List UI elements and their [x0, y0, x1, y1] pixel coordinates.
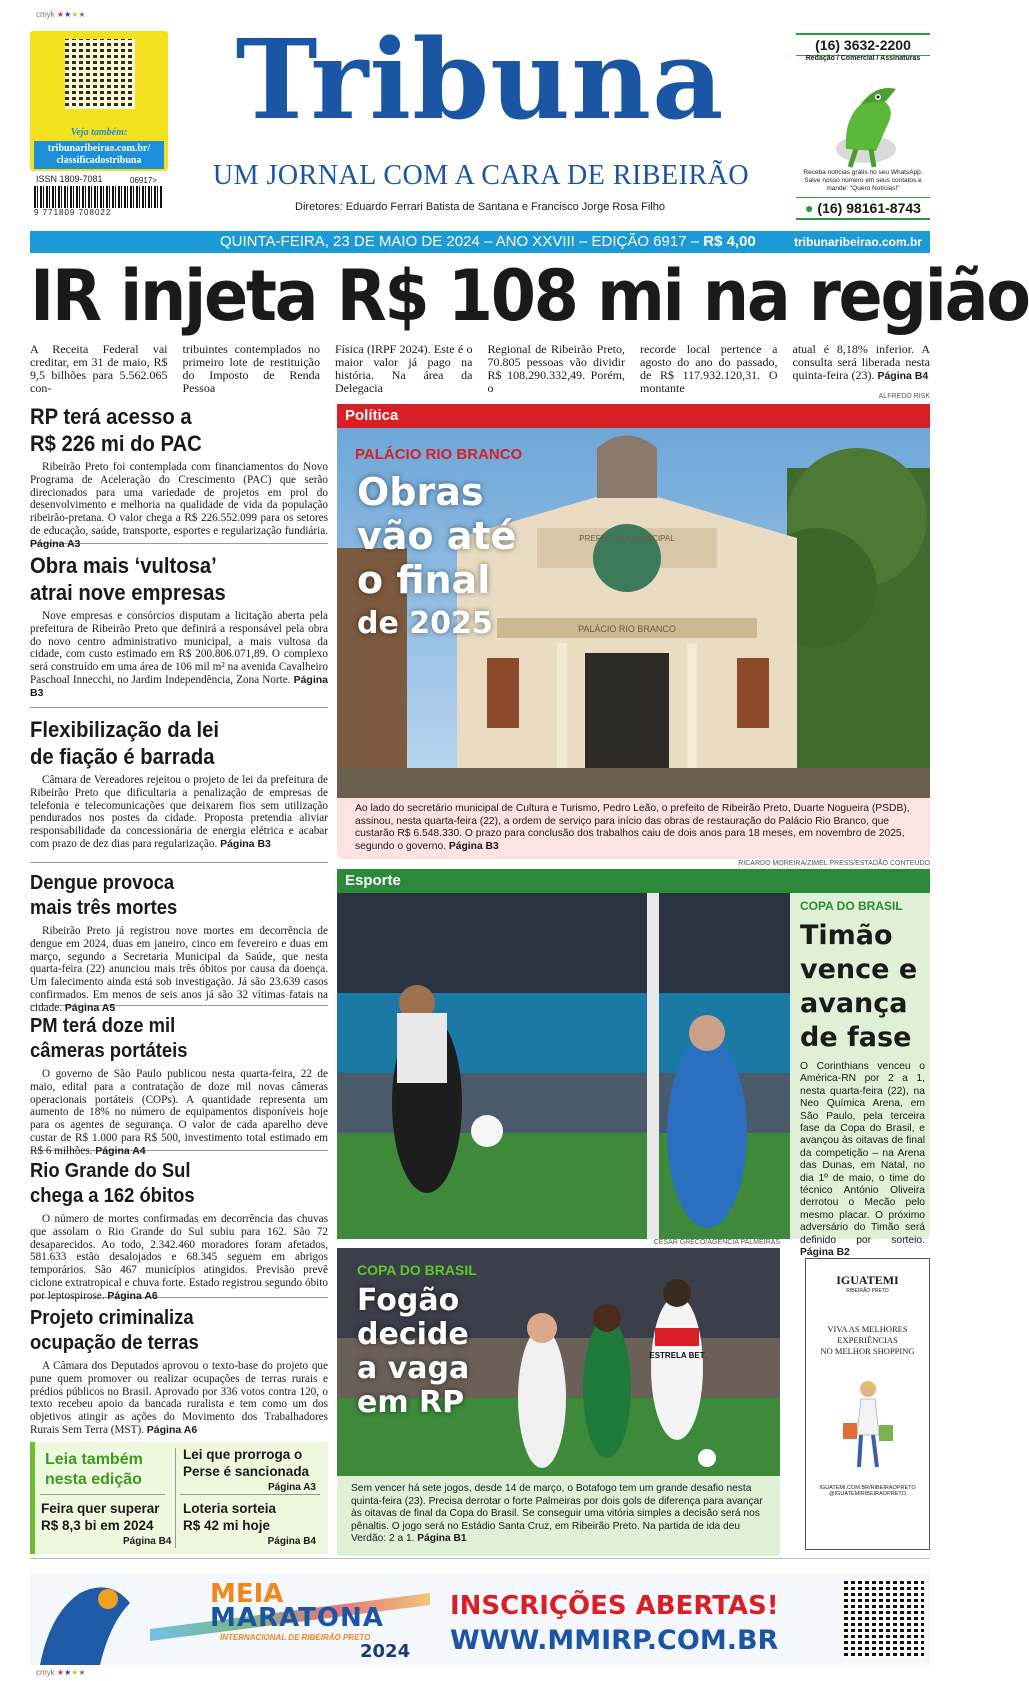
lead-text: tribuintes contemplados no primeiro lote de restituição do Imposto de Renda Pessoa [182, 342, 320, 395]
story-title [30, 1159, 304, 1209]
leia-title-line: nesta edição [45, 1471, 142, 1488]
story-mst[interactable] [30, 1304, 328, 1440]
esporte-story [800, 899, 925, 1260]
politica-headline[interactable] [357, 470, 516, 646]
cmyk-label: cmyk [36, 10, 55, 19]
left-column [30, 401, 328, 1446]
story-title-line: Obra mais ‘vultosa’ [30, 553, 217, 578]
story-pm[interactable] [30, 1012, 328, 1157]
directors: Diretores: Eduardo Ferrari Batista de Santana e Francisco Jorge Rosa Filho [295, 201, 665, 213]
headline-line: de 2025 [357, 606, 493, 641]
politica-caption [351, 800, 917, 856]
story-body [30, 1068, 328, 1158]
building-sign: PALÁCIO RIO BRANCO [578, 624, 676, 634]
story-obra[interactable] [30, 550, 328, 708]
story-title-line: atrai nove empresas [30, 580, 226, 605]
story-body [30, 610, 328, 700]
headline-line: avança [800, 988, 908, 1019]
headline-line: decide [357, 1317, 469, 1352]
ad-text-line: VIVA AS MELHORES [827, 1324, 908, 1334]
building-sign: PREFEITURA MUNICIPAL [579, 534, 675, 543]
leia-divider [175, 1448, 176, 1548]
fogao-kicker: COPA DO BRASIL [357, 1262, 477, 1278]
phone-main[interactable]: (16) 3632-2200 [796, 33, 930, 56]
story-title-line: chega a 162 óbitos [30, 1185, 195, 1207]
esporte-headline[interactable] [800, 919, 925, 1055]
leia-item[interactable] [183, 1446, 309, 1480]
story-title-line: Dengue provoca [30, 872, 175, 894]
headline-line: de fase [800, 1022, 912, 1053]
cmyk-label: cmyk [36, 1668, 55, 1677]
story-title [30, 1014, 304, 1064]
issn: ISSN 1809-7081 [36, 174, 103, 184]
dateline-text: QUINTA-FEIRA, 23 DE MAIO DE 2024 – ANO XXVIII – EDIÇÃO 6917 – [220, 233, 700, 250]
headline-line: vão até [357, 514, 517, 558]
leia-item-line: R$ 42 mi hoje [183, 1518, 271, 1533]
headline-line: Timão [800, 920, 893, 951]
banner-cta: INSCRIÇÕES ABERTAS! [450, 1591, 779, 1621]
esporte-kicker: COPA DO BRASIL [800, 899, 903, 913]
leia-divider [180, 1494, 320, 1495]
barcode-side: 06917> [130, 176, 157, 185]
leia-item[interactable] [183, 1500, 276, 1534]
story-body [30, 461, 328, 551]
lead-text: A Receita Federal vai creditar, em 31 de maio, R$ 9,5 bilhões para 5.562.065 con- [30, 342, 168, 395]
story-rs[interactable] [30, 1157, 328, 1302]
leia-item-line: Feira quer superar [41, 1501, 160, 1516]
story-title-line: RP terá acesso a [30, 404, 192, 429]
qr-code[interactable] [65, 39, 135, 109]
story-body [30, 1360, 328, 1437]
fogao-headline[interactable] [357, 1284, 469, 1420]
section-esporte[interactable]: Esporte [337, 869, 930, 893]
jersey-text: ESTRELA BET [649, 1351, 705, 1360]
leia-divider [40, 1494, 165, 1495]
main-headline[interactable]: IR injeta R$ 108 mi na região [30, 255, 1029, 337]
barcode [34, 186, 162, 208]
story-body [30, 1213, 328, 1303]
ad-text-line: NO MELHOR SHOPPING [820, 1346, 915, 1356]
leia-tambem-box [30, 1442, 328, 1554]
section-politica[interactable]: Política [337, 404, 930, 428]
headline-line: Fogão [357, 1283, 460, 1318]
story-title [30, 716, 304, 770]
story-body [30, 774, 328, 851]
lead-text: atual é 8,18% inferior. A consulta será liberada nesta quinta-feira (23). [792, 342, 930, 382]
story-dengue[interactable] [30, 869, 328, 1014]
dateline-site[interactable]: tribunaribeirao.com.br [793, 235, 922, 249]
lead-text: Regional de Ribeirão Preto, 70.805 pessoas vão dividir R$ 108.290.332,49. Porém, o [487, 342, 625, 395]
headline-line: em RP [357, 1385, 465, 1420]
headline-line: vence e [800, 954, 918, 985]
story-title [30, 871, 304, 921]
banner-maratona: MARATONA [210, 1603, 384, 1633]
story-text: O número de mortes confirmadas em decorrência das chuvas que assolam o Rio Grande do Sul subiu para 162. São 72 desaparecidos. Ao todo, 2.342.460 moradores foram afetados, 581.633 estão desalojados e 68.345 seguem em abrigos temporários. São 467 municípios atingidos. Previsão prevê ciclone extratropical e chuva forte. Estado registrou segundo óbito por leptospirose. [30, 1213, 328, 1302]
story-title-line: Rio Grande do Sul [30, 1160, 191, 1182]
story-title-line: de fiação é barrada [30, 744, 215, 769]
fogao-caption [351, 1483, 769, 1546]
qr-label: Veja também: [70, 127, 128, 138]
banner-sub: INTERNACIONAL DE RIBEIRÃO PRETO [220, 1633, 371, 1642]
shopper-illustration-icon [833, 1375, 903, 1475]
lead-column [793, 343, 931, 395]
story-text: Ribeirão Preto foi contemplada com financiamentos do Novo Programa de Aceleração do Crescimento (PAC) que serão direcionados para uma variedade de projetos em prol do desenvolvimento e melhoria na qualidade de vida da população ribeirão-pretana. O valor chega a R$ 226.552.099 para os setores de educação, saúde, transporte, esportes e regularização fundiária. [30, 461, 328, 537]
story-fiacao[interactable] [30, 714, 328, 863]
leia-page-ref[interactable]: Página B4 [123, 1536, 172, 1547]
esporte-page-ref[interactable]: Página B2 [800, 1247, 850, 1259]
ad-brand: IGUATEMI [836, 1273, 899, 1287]
barcode-number: 9 771809 708022 [34, 208, 112, 217]
leia-page-ref[interactable]: Página A3 [268, 1482, 316, 1493]
leia-item-line: Loteria sorteia [183, 1501, 277, 1516]
photo-credit: ALFREDO RISK [878, 393, 930, 400]
masthead-logo: Tribuna [235, 15, 725, 144]
story-page-ref[interactable]: Página A5 [64, 1001, 116, 1014]
caption-page-ref[interactable]: Página B1 [417, 1533, 467, 1544]
banner-url[interactable]: WWW.MMIRP.COM.BR [450, 1625, 779, 1656]
story-title-line: PM terá doze mil [30, 1015, 176, 1037]
leia-item[interactable] [41, 1500, 160, 1534]
story-title [30, 552, 304, 606]
story-text: Nove empresas e consórcios disputam a licitação aberta pela prefeitura de Ribeirão Preto que definirá a responsável pela obra do novo centro administrativo municipal, a mais vultosa da cidade, com custo estimado em R$ 200.806.071,89. O complexo será construído em uma área de 106 mil m² na avenida Cavalheiro Paschoal Innecchi, no Jardim Independência, Zona Norte. [30, 610, 328, 686]
qr-promo-box[interactable] [30, 31, 168, 171]
caption-page-ref[interactable]: Página B3 [448, 840, 499, 852]
maratona-banner[interactable] [30, 1573, 930, 1665]
politica-kicker-text: PALÁCIO RIO BRANCO [355, 446, 523, 463]
lead-text: Física (IRPF 2024). Este é o maior valor já pago na história. Na área da Delegacia [335, 342, 473, 395]
main-story-lead [30, 343, 930, 395]
story-page-ref[interactable]: Página A6 [146, 1423, 198, 1436]
lead-column [640, 343, 778, 395]
tagline: UM JORNAL COM A CARA DE RIBEIRÃO [212, 160, 750, 191]
phone-main-sub: Redação / Comercial / Assinaturas [805, 55, 921, 62]
photo-credit: CESAR GRECO/AGÊNCIA PALMEIRAS [653, 1239, 780, 1246]
story-text: Ribeirão Preto já registrou nove mortes em decorrência de dengue em 2024, duas em janeiro, cinco em fevereiro e duas em março, segundo a Secretaria Municipal da Saúde, que nesta quarta-feira (22) anunciou mais três óbitos por causa da doença. Um falecimento ainda está sob investigação. Já são 23.639 casos confirmados. Em menos de seis anos já são 32 vítimas fatais na cidade. [30, 925, 328, 1014]
story-title-line: mais três mortes [30, 897, 178, 919]
cmyk-mark: cmyk ★★★★ [36, 1668, 86, 1677]
ad-social[interactable]: @IGUATEMIRIBEIRAOPRETO [829, 1491, 906, 1497]
story-page-ref[interactable]: Página A3 [30, 537, 81, 550]
politica-panel[interactable] [337, 404, 930, 859]
story-text: Câmara de Vereadores rejeitou o projeto de lei da prefeitura de Ribeirão Preto que dificultaria a penalização de empresas de telefonia e telecomunicações que deixarem fios sem utilização pendurados nos postes da cidade. Proposta pretendia aliviar responsabilidade da concessionária de energia elétrica e acabar com prazo de dez dias para regularização. [30, 774, 328, 850]
ad-brand-sub: RIBEIRÃO PRETO [846, 1288, 889, 1294]
banner-qr-code[interactable] [844, 1579, 924, 1659]
photo-credit: RICARDO MOREIRA/ZIMEL PRESS/ESTADÃO CONTEÚDO [738, 860, 930, 867]
dateline-bar [30, 231, 930, 253]
story-page-ref[interactable]: Página A4 [95, 1144, 146, 1157]
iguatemi-ad[interactable] [805, 1258, 930, 1550]
whatsapp-sub: Receba notícias grátis no seu WhatsApp. Salve nosso número em seus contatos e mande: "Quero Notícias!" [803, 169, 923, 192]
story-text: A Câmara dos Deputados aprovou o texto-base do projeto que pune quem promover ou realizar ocupações de terras rurais e prédios públicos no Brasil. Aprovado por 336 votos contra 120, o texto recebeu apoio da bancada ruralista e tem como um dos objetivos atingir as ações do Movimento dos Trabalhadores Rurais Sem Terra (MST). [30, 1360, 328, 1436]
lead-column [335, 343, 473, 395]
banner-meia: MEIA [210, 1579, 284, 1609]
dateline-price: R$ 4,00 [703, 233, 756, 250]
story-title [30, 1306, 304, 1356]
caption-text: Ao lado do secretário municipal de Cultura e Turismo, Pedro Leão, o prefeito de Ribeirão Preto, Duarte Nogueira (PSDB), assinou, nesta quarta-feira (22), a ordem de serviço para início das obras de restauração do Palácio Rio Branco, que custarão R$ 6.548.330. O prazo para conclusão dos trabalhos caiu de dois anos para 18 meses, em novembro de 2025, segundo o governo. [355, 803, 910, 852]
lead-column [488, 343, 626, 395]
leia-page-ref[interactable]: Página B4 [267, 1536, 316, 1547]
story-body [30, 925, 328, 1015]
runner-mascot-icon [30, 1573, 150, 1665]
fogao-panel[interactable] [337, 1248, 780, 1556]
leia-title [45, 1450, 143, 1490]
qr-url-line2: classificadostribuna [56, 155, 142, 166]
esporte-text: O Corinthians venceu o América-RN por 2 a 1, nesta quarta-feira (22), na Neo Química Arena, em São Paulo, pela terceira fase da Copa do Brasil, e avançou às oitavas de final da competição – na Arena das Dunas, em Natal, no dia 1º de maio, o time do técnico António Oliveira derrotou o Mecão pelo mesmo placar. O próximo adversário do Timão será definido por sorteio. [800, 1061, 925, 1246]
lead-column [30, 343, 168, 395]
story-page-ref[interactable]: Página B3 [220, 837, 271, 850]
story-pac[interactable] [30, 401, 328, 550]
esporte-body [800, 1061, 925, 1260]
cmyk-mark: cmyk ★★★★ [36, 10, 86, 19]
phone-whatsapp[interactable] [796, 197, 930, 220]
story-text: O governo de São Paulo publicou nesta quarta-feira, 22 de maio, edital para a contratação de doze mil novas câmeras operacionais portáteis (COPs). A quantidade representa um aumento de 18% no número de equipamentos disponíveis hoje para os agentes de segurança. O valor de cada aparelho deve custar de R$ 1.000 para R$ 500, investimento total estimado em R$ 6 milhões. [30, 1068, 328, 1157]
headline-line: Obras [357, 470, 484, 514]
story-title [30, 403, 304, 457]
whatsapp-icon: ● [805, 200, 814, 216]
story-page-ref[interactable]: Página A6 [107, 1289, 158, 1302]
phone-whatsapp-number: (16) 98161-8743 [817, 200, 921, 216]
headline-line: o final [357, 558, 491, 602]
lead-page-ref[interactable]: Página B4 [877, 370, 929, 382]
story-page-ref[interactable]: Página B3 [30, 673, 329, 699]
story-title-line: câmeras portáteis [30, 1040, 188, 1062]
contact-box [796, 31, 930, 216]
story-title-line: R$ 226 mi do PAC [30, 431, 202, 456]
ad-text-line: EXPERIÊNCIAS [837, 1335, 898, 1345]
leia-item-line: Lei que prorroga o [183, 1447, 303, 1462]
lead-column [183, 343, 321, 395]
story-title-line: Projeto criminaliza [30, 1307, 194, 1329]
ad-url[interactable]: IGUATEMI.COM.BR/RIBEIRAOPRETO [819, 1485, 916, 1491]
caption-text: Sem vencer há sete jogos, desde 14 de março, o Botafogo tem um grande desafio nesta quinta-feira (23). Precisa derrotar o forte Palmeiras por dois gols de diferença para avançar às oitavas de final da Copa do Brasil. Se conseguir uma vitória simples a decisão será nos pênaltis. O jogo será no Estádio Santa Cruz, em Ribeirão Preto. Na partida de ida deu Verdão: 2 a 1. [351, 1483, 763, 1544]
leia-item-line: Perse é sancionada [183, 1464, 310, 1479]
lead-text: recorde local pertence a agosto do ano do passado, de R$ 117.932.120,31. O montante [640, 342, 778, 395]
qr-url[interactable] [34, 141, 164, 169]
banner-year: 2024 [360, 1641, 411, 1662]
corinthians-photo [337, 893, 790, 1239]
leia-title-line: Leia também [45, 1451, 143, 1468]
story-title-line: Flexibilização da lei [30, 717, 219, 742]
leia-item-line: R$ 8,3 bi em 2024 [41, 1518, 154, 1533]
ad-text [806, 1324, 929, 1357]
banner-divider [30, 1558, 930, 1559]
dateline-date [220, 231, 756, 253]
headline-line: a vaga [357, 1351, 470, 1386]
story-title-line: ocupação de terras [30, 1332, 199, 1354]
qr-url-line1: tribunaribeirao.com.br/ [47, 143, 151, 154]
